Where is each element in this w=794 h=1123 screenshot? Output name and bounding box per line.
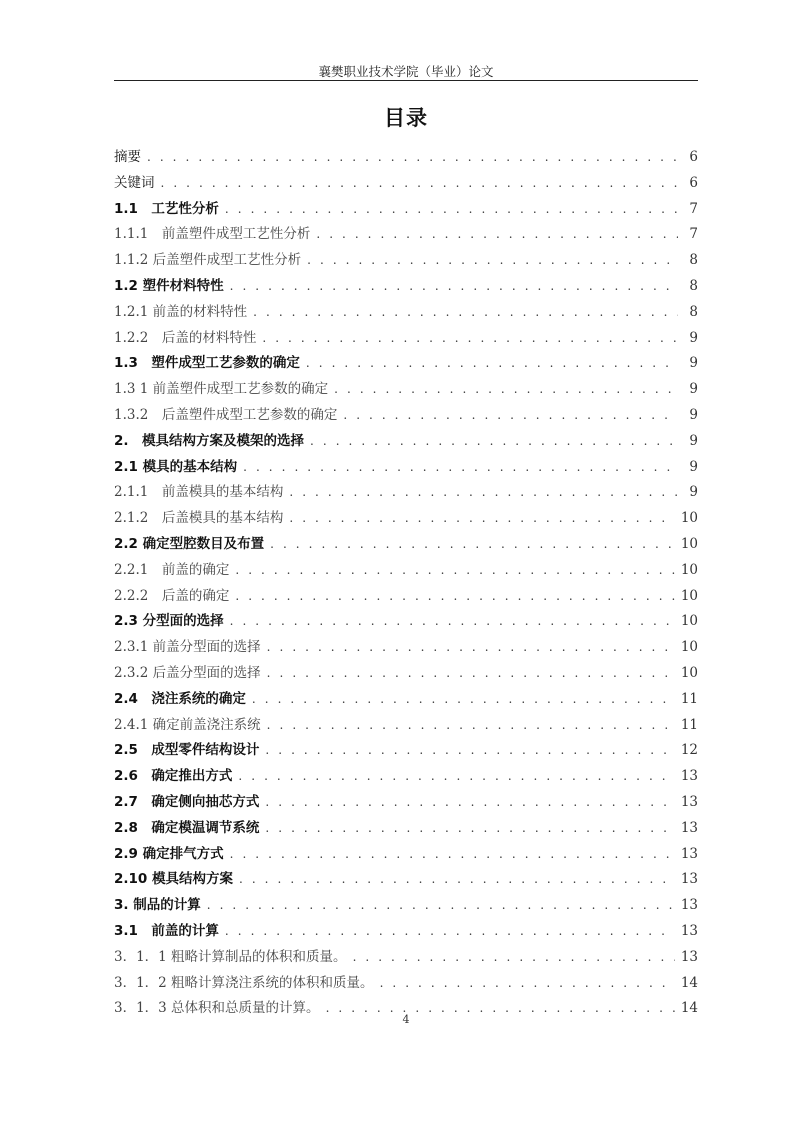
toc-entry[interactable] — [114, 584, 698, 610]
toc-entry-label: 2.6 确定推出方式 — [114, 768, 233, 785]
toc-entry-label: 2. 模具结构方案及模架的选择 — [114, 432, 305, 449]
toc-entry-page: 8 — [689, 303, 698, 320]
toc-entry-page: 9 — [689, 484, 698, 501]
toc-entry[interactable] — [114, 558, 698, 584]
toc-entry-page: 8 — [689, 252, 698, 269]
dot-leader — [353, 945, 675, 971]
toc-entry-label: 2.4.1 确定前盖浇注系统 — [114, 716, 261, 733]
toc-entry[interactable] — [114, 377, 698, 403]
toc-entry-page: 13 — [680, 845, 698, 862]
toc-entry-label: 2.9 确定排气方式 — [114, 845, 224, 862]
toc-entry[interactable] — [114, 816, 698, 842]
toc-entry-label: 2.8 确定模温调节系统 — [114, 819, 260, 836]
toc-entry-page: 13 — [680, 768, 698, 785]
toc-entry[interactable] — [114, 248, 698, 274]
toc-entry-page: 14 — [680, 1000, 698, 1017]
dot-leader — [252, 687, 675, 713]
dot-leader — [207, 893, 675, 919]
toc-entry[interactable] — [114, 171, 698, 197]
toc-entry-label: 2.3.2 后盖分型面的选择 — [114, 664, 261, 681]
header-rule — [114, 80, 698, 81]
toc-entry[interactable] — [114, 197, 698, 223]
toc-entry-page: 14 — [680, 974, 698, 991]
toc-entry[interactable] — [114, 971, 698, 997]
dot-leader — [380, 971, 675, 997]
toc-entry[interactable] — [114, 687, 698, 713]
toc-entry-label: 摘要 — [114, 149, 141, 165]
dot-leader — [225, 919, 675, 945]
toc-entry[interactable] — [114, 764, 698, 790]
toc-entry-page: 9 — [689, 329, 698, 346]
dot-leader — [307, 248, 678, 274]
running-header: 襄樊职业技术学院（毕业）论文 — [318, 64, 494, 79]
dot-leader — [239, 867, 675, 893]
toc-entry-page: 6 — [689, 149, 698, 165]
toc-entry-label: 1.3.2 后盖塑件成型工艺参数的确定 — [114, 406, 338, 423]
toc-entry-page: 10 — [680, 664, 698, 681]
toc-entry[interactable] — [114, 945, 698, 971]
toc-entry-label: 2.1 模具的基本结构 — [114, 458, 238, 475]
toc-entry-page: 12 — [680, 742, 698, 759]
dot-leader — [334, 377, 678, 403]
toc-entry-label: 2.10 模具结构方案 — [114, 871, 234, 888]
toc-entry-page: 10 — [680, 561, 698, 578]
toc-entry-page: 13 — [680, 871, 698, 888]
toc-entry[interactable] — [114, 661, 698, 687]
toc-entry-page: 9 — [689, 355, 698, 372]
toc-entry[interactable] — [114, 403, 698, 429]
toc-entry-label: 1.2.1 前盖的材料特性 — [114, 303, 248, 320]
toc-entry[interactable] — [114, 455, 698, 481]
toc-entry-label: 3．1．3 总体积和总质量的计算。 — [114, 1000, 320, 1017]
dot-leader — [230, 274, 678, 300]
toc-entry[interactable] — [114, 635, 698, 661]
toc-entry-page: 9 — [689, 458, 698, 475]
toc-entry-label: 1.1.2 后盖塑件成型工艺性分析 — [114, 252, 302, 269]
dot-leader — [161, 171, 679, 197]
toc-entry[interactable] — [114, 867, 698, 893]
toc-entry-page: 10 — [680, 535, 698, 552]
toc-entry[interactable] — [114, 842, 698, 868]
toc-entry-label: 2.2 确定型腔数目及布置 — [114, 535, 265, 552]
toc-entry-page: 7 — [689, 200, 698, 217]
toc-entry-page: 10 — [680, 587, 698, 604]
dot-leader — [265, 738, 674, 764]
toc-entry-page: 7 — [689, 226, 698, 243]
dot-leader — [316, 222, 678, 248]
toc-entry-label: 1.3 1 前盖塑件成型工艺参数的确定 — [114, 381, 329, 398]
dot-leader — [267, 661, 675, 687]
toc-entry-label: 1.2 塑件材料特性 — [114, 277, 224, 294]
toc-entry-page: 13 — [680, 922, 698, 939]
toc-entry[interactable] — [114, 222, 698, 248]
toc-entry-page: 10 — [680, 613, 698, 630]
toc-entry[interactable] — [114, 609, 698, 635]
dot-leader — [147, 145, 678, 171]
toc-entry[interactable] — [114, 351, 698, 377]
dot-leader — [289, 480, 678, 506]
toc-entry[interactable] — [114, 300, 698, 326]
dot-leader — [238, 764, 674, 790]
page-number: 4 — [402, 1013, 410, 1026]
dot-leader — [289, 506, 674, 532]
toc-entry-label: 2.2.2 后盖的确定 — [114, 587, 230, 604]
toc-entry-page: 6 — [689, 174, 698, 191]
toc-entry-label: 2.4 浇注系统的确定 — [114, 690, 246, 707]
dot-leader — [230, 609, 675, 635]
dot-leader — [310, 429, 678, 455]
toc-entry[interactable] — [114, 790, 698, 816]
toc-entry-label: 2.1.2 后盖模具的基本结构 — [114, 510, 284, 527]
dot-leader — [235, 584, 674, 610]
toc-entry-label: 2.7 确定侧向抽芯方式 — [114, 793, 260, 810]
dot-leader — [306, 351, 678, 377]
dot-leader — [267, 713, 675, 739]
toc-entry[interactable] — [114, 738, 698, 764]
dot-leader — [270, 532, 675, 558]
toc-entry-page: 9 — [689, 432, 698, 449]
toc-entry[interactable] — [114, 429, 698, 455]
dot-leader — [253, 300, 678, 326]
toc-entry[interactable] — [114, 274, 698, 300]
toc-entry-page: 13 — [680, 897, 698, 914]
toc-entry-label: 1.3 塑件成型工艺参数的确定 — [114, 355, 300, 372]
toc-entry-page: 8 — [689, 277, 698, 294]
toc-entry-label: 3．1．1 粗略计算制品的体积和质量。 — [114, 948, 347, 965]
dot-leader — [267, 635, 675, 661]
toc-entry-page: 10 — [680, 510, 698, 527]
toc-entry-label: 3. 制品的计算 — [114, 897, 201, 914]
toc-title: 目录 — [384, 106, 428, 130]
dot-leader — [262, 326, 678, 352]
toc-entry-label: 2.2.1 前盖的确定 — [114, 561, 230, 578]
toc-entry-page: 11 — [680, 716, 698, 733]
toc-entry-label: 关键词 — [114, 174, 155, 191]
toc-entry-label: 1.2.2 后盖的材料特性 — [114, 329, 257, 346]
table-of-contents — [114, 145, 698, 1022]
toc-entry-label: 1.1 工艺性分析 — [114, 200, 219, 217]
dot-leader — [243, 455, 678, 481]
toc-entry-page: 13 — [680, 793, 698, 810]
toc-entry[interactable] — [114, 145, 698, 171]
toc-entry-label: 3．1．2 粗略计算浇注系统的体积和质量。 — [114, 974, 374, 991]
toc-entry[interactable] — [114, 919, 698, 945]
toc-entry[interactable] — [114, 532, 698, 558]
dot-leader — [343, 403, 678, 429]
dot-leader — [230, 842, 675, 868]
toc-entry[interactable] — [114, 893, 698, 919]
toc-entry[interactable] — [114, 480, 698, 506]
toc-entry-page: 13 — [680, 819, 698, 836]
toc-entry[interactable] — [114, 506, 698, 532]
toc-entry-page: 13 — [680, 948, 698, 965]
dot-leader — [235, 558, 674, 584]
toc-entry-page: 9 — [689, 406, 698, 423]
toc-entry-label: 2.1.1 前盖模具的基本结构 — [114, 484, 284, 501]
toc-entry[interactable] — [114, 713, 698, 739]
toc-entry-label: 2.3.1 前盖分型面的选择 — [114, 639, 261, 656]
toc-entry-label: 2.3 分型面的选择 — [114, 613, 224, 630]
dot-leader — [265, 816, 674, 842]
toc-entry-label: 3.1 前盖的计算 — [114, 922, 219, 939]
toc-entry-page: 10 — [680, 639, 698, 656]
toc-entry-page: 11 — [680, 690, 698, 707]
toc-entry-label: 2.5 成型零件结构设计 — [114, 742, 260, 759]
dot-leader — [225, 197, 678, 223]
dot-leader — [265, 790, 674, 816]
toc-entry-label: 1.1.1 前盖塑件成型工艺性分析 — [114, 226, 311, 243]
toc-entry-page: 9 — [689, 381, 698, 398]
toc-entry[interactable] — [114, 326, 698, 352]
